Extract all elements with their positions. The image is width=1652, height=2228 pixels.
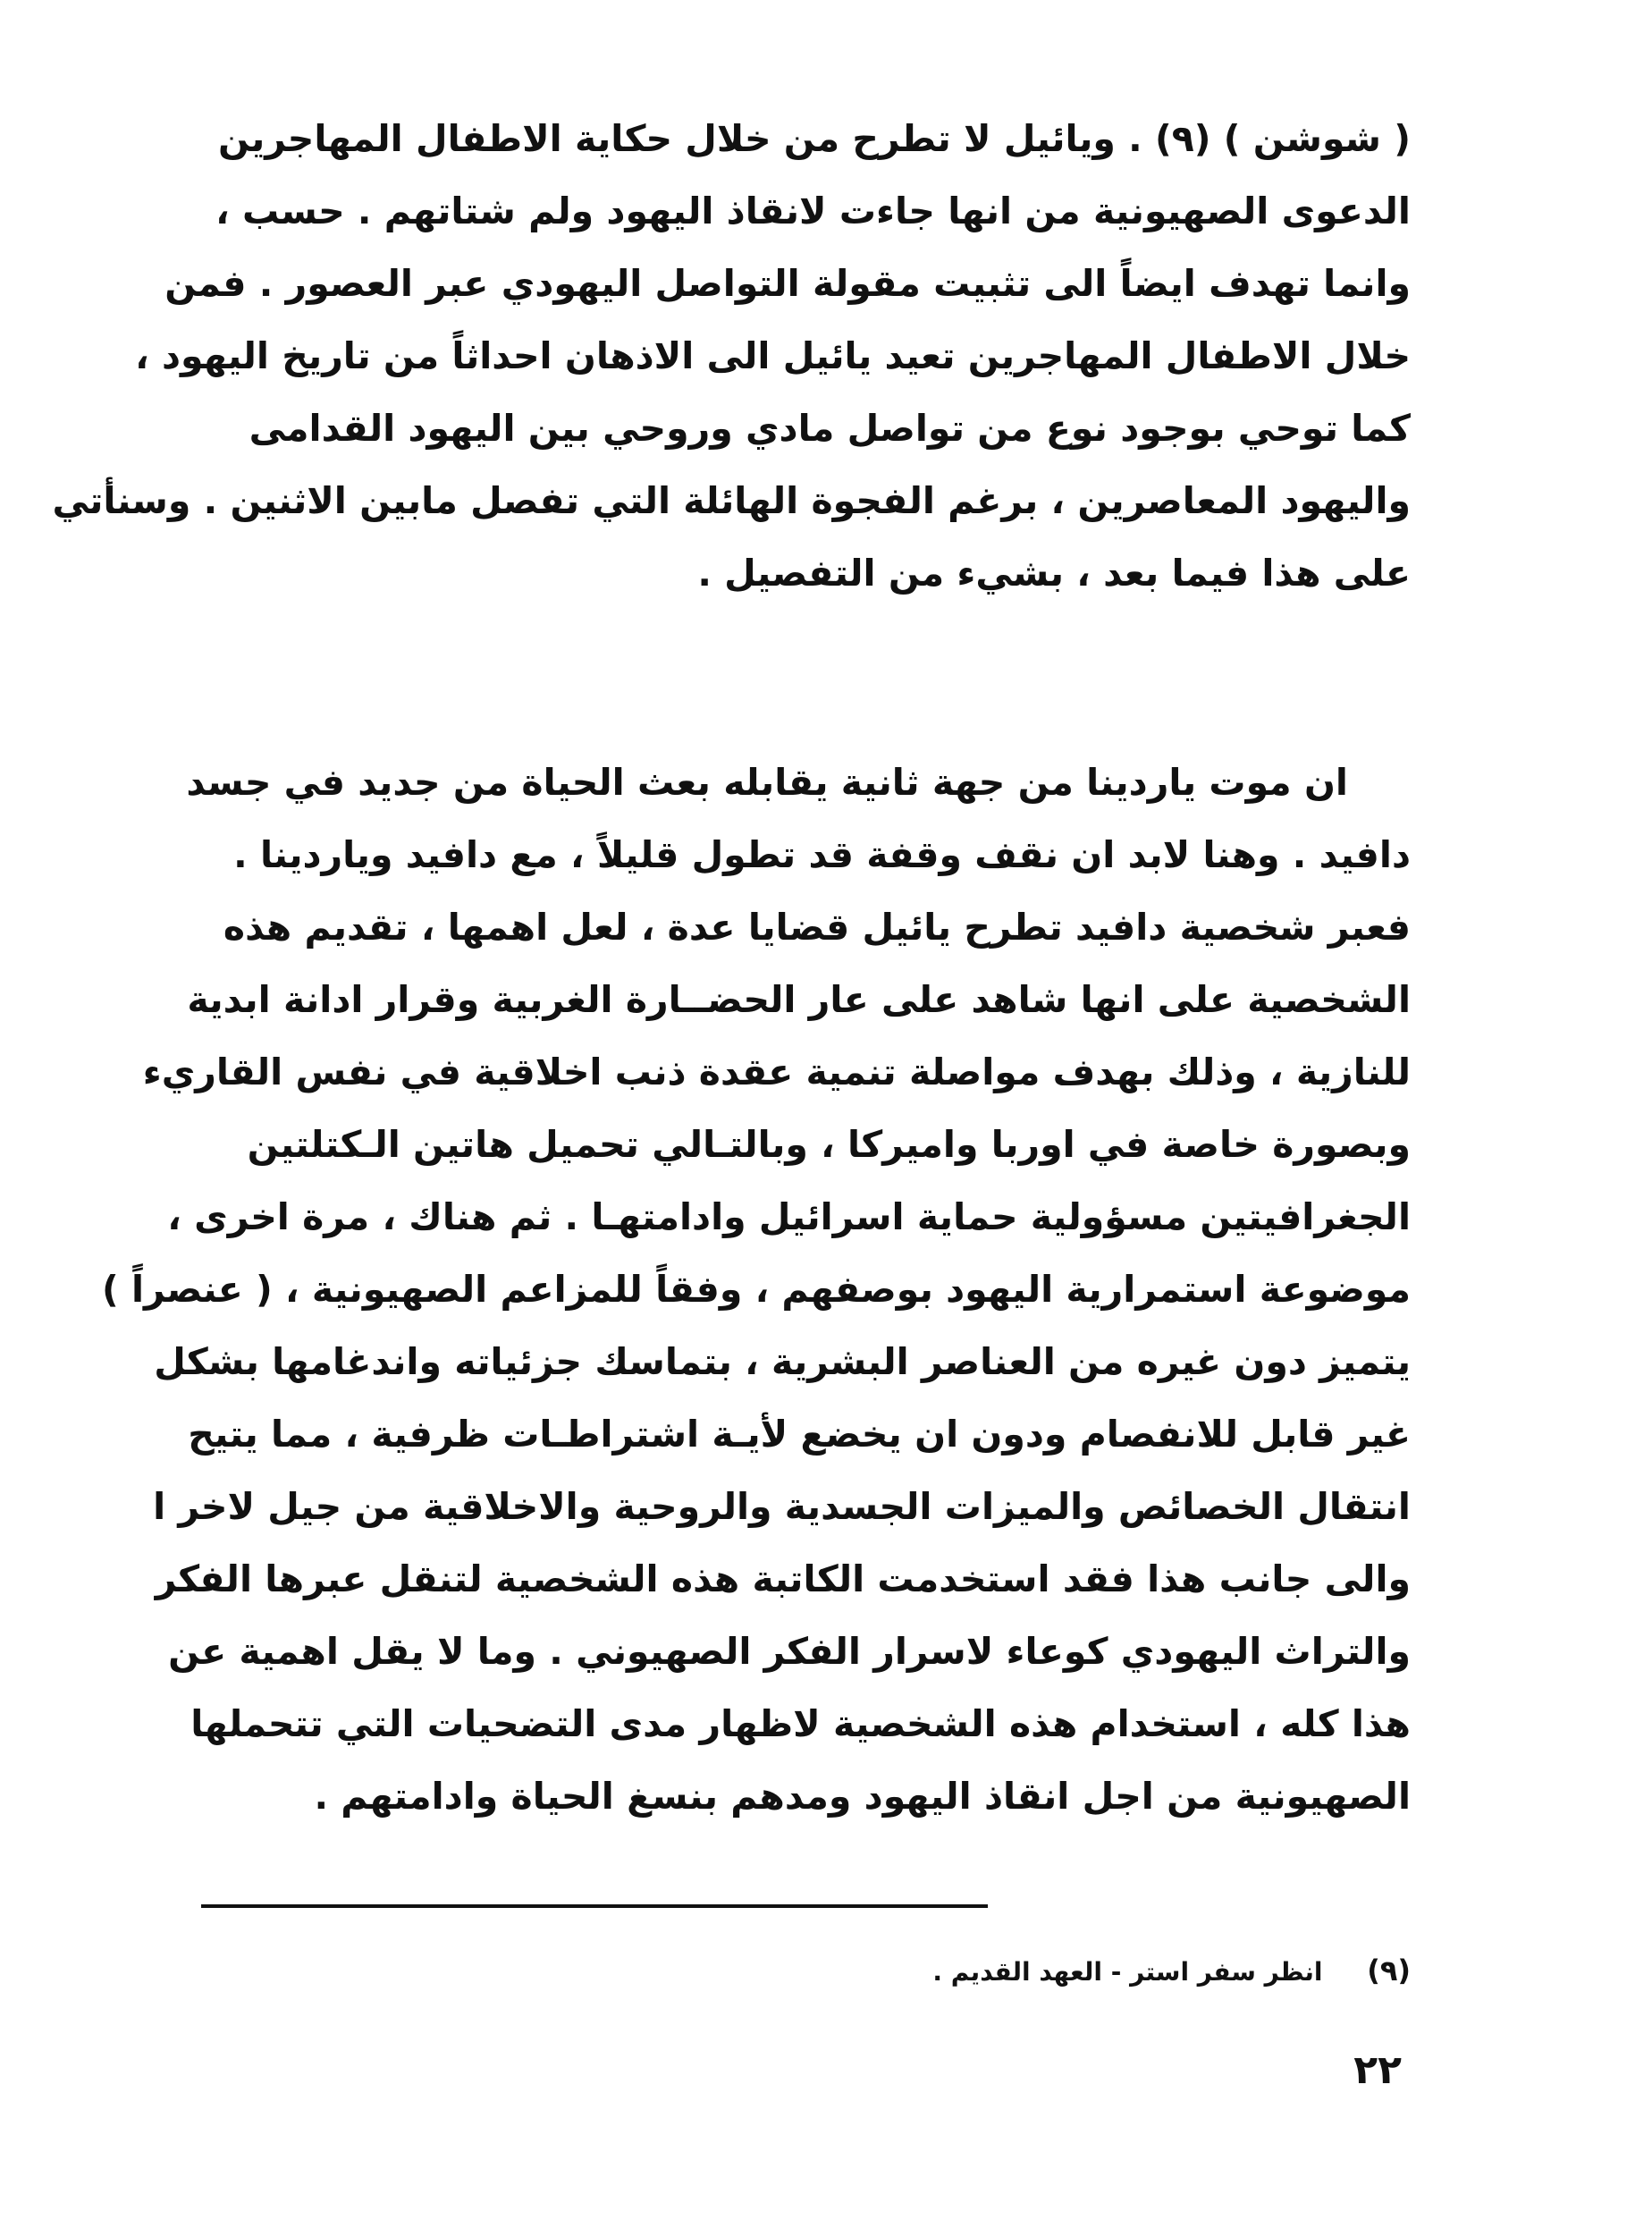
text-line: الدعوى الصهيونية من انها جاءت لانقاذ اليهود ولم شتاتهم . حسب ، [215,190,1411,232]
text-line: خلال الاطفال المهاجرين تعيد يائيل الى الاذهان احداثاً من تاريخ اليهود ، [135,334,1411,377]
text-line: للنازية ، وذلك بهدف مواصلة تنمية عقدة ذنب اخلاقية في نفس القاريء [142,1051,1411,1093]
text-line: وبصورة خاصة في اوربا واميركا ، وبالتـالي تحميل هاتين الـكتلتين [247,1123,1411,1166]
footnote [932,1954,1411,1987]
text-line: واليهود المعاصرين ، برغم الفجوة الهائلة التي تفصل مابين الاثنين . وسنأتي [52,479,1411,522]
footnote-number: (٩) [1367,1954,1411,1987]
text-line: والى جانب هذا فقد استخدمت الكاتبة هذه الشخصية لتنقل عبرها الفكر [155,1557,1411,1600]
text-line: الصهيونية من اجل انقاذ اليهود ومدهم بنسغ الحياة وادامتهم . [314,1775,1411,1818]
text-line: غير قابل للانفصام ودون ان يخضع لأيـة اشتراطـات ظرفية ، مما يتيح [188,1413,1411,1456]
text-line: على هذا فيما بعد ، بشيء من التفصيل . [697,552,1411,595]
text-line: هذا كله ، استخدام هذه الشخصية لاظهار مدى التضحيات التي تتحملها [190,1702,1411,1745]
text-line: كما توحي بوجود نوع من تواصل مادي وروحي بين اليهود القدامى [249,407,1411,450]
text-line: ان موت ياردينا من جهة ثانية يقابله بعث الحياة من جديد في جسد [186,761,1348,804]
text-line: ( شوشن ) (٩) . ويائيل لا تطرح من خلال حكاية الاطفال المهاجرين [217,117,1411,160]
text-line: موضوعة استمرارية اليهود بوصفهم ، وفقاً للمزاعم الصهيونية ، ( عنصراً ) [101,1268,1411,1311]
page-number: ٢٢ [1353,2047,1402,2093]
text-line: فعبر شخصية دافيد تطرح يائيل قضايا عدة ، لعل اهمها ، تقديم هذه [223,906,1411,949]
text-line: الجغرافيتين مسؤولية حماية اسرائيل وادامتهـا . ثم هناك ، مرة اخرى ، [167,1195,1411,1238]
text-line: وانما تهدف ايضاً الى تثبيت مقولة التواصل اليهودي عبر العصور . فمن [164,262,1411,305]
paragraph-1 [52,103,1411,610]
text-line: دافيد . وهنا لابد ان نقف وقفة قد تطول قليلاً ، مع دافيد وياردينا . [233,833,1411,876]
text-line: الشخصية على انها شاهد على عار الحضــارة الغربية وقرار ادانة ابدية [187,978,1411,1021]
text-line: والتراث اليهودي كوعاء لاسرار الفكر الصهيوني . وما لا يقل اهمية عن [168,1630,1411,1673]
paragraph-2 [101,747,1411,1833]
text-line: يتميز دون غيره من العناصر البشرية ، بتماسك جزئياته واندغامها بشكل [154,1340,1411,1383]
footnote-divider [201,1904,988,1908]
footnote-text: انظر سفر استر - العهد القديم . [932,1957,1323,1987]
text-line: انتقال الخصائص والميزات الجسدية والروحية والاخلاقية من جيل لاخر ا [153,1485,1411,1528]
